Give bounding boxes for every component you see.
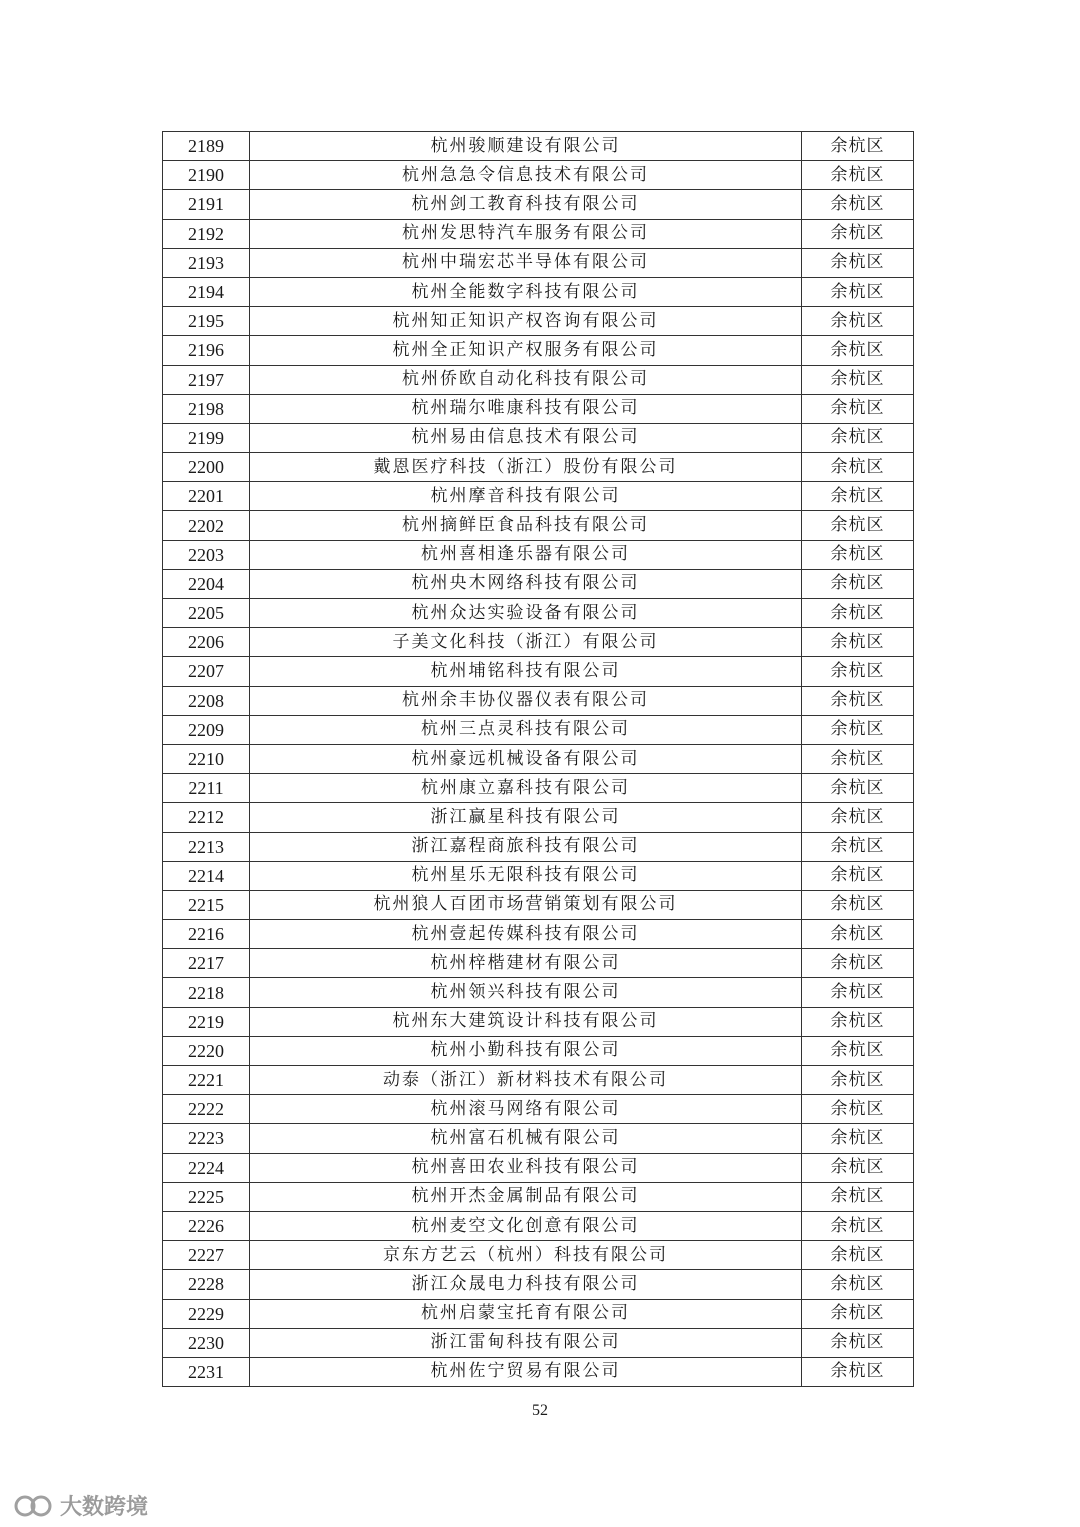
table-row [163, 336, 914, 365]
district: 余杭区 [802, 1095, 914, 1124]
watermark-text: 大数跨境 [60, 1495, 149, 1520]
company-list-table [162, 131, 914, 1387]
company-name: 杭州瑞尔唯康科技有限公司 [250, 394, 802, 423]
company-name: 杭州东大建筑设计科技有限公司 [250, 1007, 802, 1036]
district: 余杭区 [802, 1124, 914, 1153]
row-number: 2207 [163, 657, 250, 686]
table-row [163, 978, 914, 1007]
district: 余杭区 [802, 861, 914, 890]
row-number: 2189 [163, 132, 250, 161]
row-number: 2204 [163, 569, 250, 598]
company-name: 杭州豪远机械设备有限公司 [250, 744, 802, 773]
row-number: 2224 [163, 1153, 250, 1182]
watermark-logo-icon [12, 1493, 54, 1519]
table-row [163, 1328, 914, 1357]
company-name: 浙江众晟电力科技有限公司 [250, 1270, 802, 1299]
table-row [163, 1007, 914, 1036]
district: 余杭区 [802, 190, 914, 219]
district: 余杭区 [802, 161, 914, 190]
table-row [163, 219, 914, 248]
district: 余杭区 [802, 599, 914, 628]
company-name: 杭州急急令信息技术有限公司 [250, 161, 802, 190]
company-name: 杭州壹起传媒科技有限公司 [250, 920, 802, 949]
watermark [12, 1490, 148, 1521]
table-row [163, 1357, 914, 1386]
table-row [163, 1036, 914, 1065]
row-number: 2216 [163, 920, 250, 949]
district: 余杭区 [802, 803, 914, 832]
company-name: 杭州全能数字科技有限公司 [250, 277, 802, 306]
company-name: 杭州佐宁贸易有限公司 [250, 1357, 802, 1386]
company-name: 京东方艺云（杭州）科技有限公司 [250, 1241, 802, 1270]
row-number: 2206 [163, 628, 250, 657]
row-number: 2199 [163, 423, 250, 452]
table-row [163, 861, 914, 890]
table-row [163, 1270, 914, 1299]
district: 余杭区 [802, 1241, 914, 1270]
company-name: 杭州摘鲜臣食品科技有限公司 [250, 511, 802, 540]
row-number: 2201 [163, 482, 250, 511]
row-number: 2210 [163, 744, 250, 773]
table-row [163, 1153, 914, 1182]
row-number: 2215 [163, 890, 250, 919]
table-row [163, 482, 914, 511]
district: 余杭区 [802, 890, 914, 919]
company-name: 杭州发思特汽车服务有限公司 [250, 219, 802, 248]
district: 余杭区 [802, 336, 914, 365]
company-name: 杭州知正知识产权咨询有限公司 [250, 307, 802, 336]
table-body [163, 132, 914, 1387]
company-name: 杭州滚马网络有限公司 [250, 1095, 802, 1124]
table-row [163, 599, 914, 628]
district: 余杭区 [802, 1066, 914, 1095]
company-name: 杭州梓楷建材有限公司 [250, 949, 802, 978]
row-number: 2208 [163, 686, 250, 715]
district: 余杭区 [802, 920, 914, 949]
company-name: 浙江赢星科技有限公司 [250, 803, 802, 832]
row-number: 2213 [163, 832, 250, 861]
company-name: 杭州康立嘉科技有限公司 [250, 774, 802, 803]
table-row [163, 365, 914, 394]
table-row [163, 1211, 914, 1240]
table-row [163, 628, 914, 657]
row-number: 2228 [163, 1270, 250, 1299]
row-number: 2196 [163, 336, 250, 365]
company-name: 杭州侨欧自动化科技有限公司 [250, 365, 802, 394]
table-row [163, 744, 914, 773]
district: 余杭区 [802, 219, 914, 248]
district: 余杭区 [802, 1357, 914, 1386]
company-name: 杭州埔铭科技有限公司 [250, 657, 802, 686]
company-name: 杭州启蒙宝托育有限公司 [250, 1299, 802, 1328]
row-number: 2223 [163, 1124, 250, 1153]
district: 余杭区 [802, 744, 914, 773]
district: 余杭区 [802, 949, 914, 978]
row-number: 2198 [163, 394, 250, 423]
table-row [163, 248, 914, 277]
row-number: 2211 [163, 774, 250, 803]
row-number: 2209 [163, 715, 250, 744]
company-name: 杭州喜相逢乐器有限公司 [250, 540, 802, 569]
district: 余杭区 [802, 307, 914, 336]
company-name: 杭州易由信息技术有限公司 [250, 423, 802, 452]
table-row [163, 540, 914, 569]
row-number: 2195 [163, 307, 250, 336]
table-row [163, 453, 914, 482]
row-number: 2197 [163, 365, 250, 394]
company-name: 杭州星乐无限科技有限公司 [250, 861, 802, 890]
row-number: 2220 [163, 1036, 250, 1065]
district: 余杭区 [802, 1211, 914, 1240]
company-name: 戴恩医疗科技（浙江）股份有限公司 [250, 453, 802, 482]
row-number: 2222 [163, 1095, 250, 1124]
row-number: 2219 [163, 1007, 250, 1036]
district: 余杭区 [802, 686, 914, 715]
district: 余杭区 [802, 482, 914, 511]
district: 余杭区 [802, 540, 914, 569]
district: 余杭区 [802, 1270, 914, 1299]
table-row [163, 715, 914, 744]
district: 余杭区 [802, 423, 914, 452]
district: 余杭区 [802, 569, 914, 598]
company-name: 杭州喜田农业科技有限公司 [250, 1153, 802, 1182]
company-name: 杭州领兴科技有限公司 [250, 978, 802, 1007]
row-number: 2221 [163, 1066, 250, 1095]
row-number: 2229 [163, 1299, 250, 1328]
table-row [163, 1182, 914, 1211]
company-name: 浙江雷甸科技有限公司 [250, 1328, 802, 1357]
table-row [163, 569, 914, 598]
district: 余杭区 [802, 1299, 914, 1328]
table-row [163, 803, 914, 832]
table-row [163, 1066, 914, 1095]
row-number: 2217 [163, 949, 250, 978]
row-number: 2227 [163, 1241, 250, 1270]
table-row [163, 1095, 914, 1124]
company-name: 杭州中瑞宏芯半导体有限公司 [250, 248, 802, 277]
row-number: 2230 [163, 1328, 250, 1357]
table-row [163, 890, 914, 919]
district: 余杭区 [802, 1036, 914, 1065]
company-name: 浙江嘉程商旅科技有限公司 [250, 832, 802, 861]
district: 余杭区 [802, 132, 914, 161]
table-row [163, 190, 914, 219]
company-name: 杭州三点灵科技有限公司 [250, 715, 802, 744]
table-row [163, 949, 914, 978]
district: 余杭区 [802, 511, 914, 540]
district: 余杭区 [802, 657, 914, 686]
district: 余杭区 [802, 1153, 914, 1182]
row-number: 2231 [163, 1357, 250, 1386]
row-number: 2193 [163, 248, 250, 277]
table-row [163, 511, 914, 540]
district: 余杭区 [802, 1182, 914, 1211]
district: 余杭区 [802, 277, 914, 306]
row-number: 2205 [163, 599, 250, 628]
company-name: 杭州剑工教育科技有限公司 [250, 190, 802, 219]
row-number: 2194 [163, 277, 250, 306]
page-number: 52 [532, 1402, 548, 1419]
row-number: 2202 [163, 511, 250, 540]
district: 余杭区 [802, 715, 914, 744]
district: 余杭区 [802, 1328, 914, 1357]
table-row [163, 832, 914, 861]
table-row [163, 394, 914, 423]
district: 余杭区 [802, 453, 914, 482]
company-name: 杭州狼人百团市场营销策划有限公司 [250, 890, 802, 919]
table-row [163, 686, 914, 715]
row-number: 2225 [163, 1182, 250, 1211]
company-name: 杭州富石机械有限公司 [250, 1124, 802, 1153]
table-row [163, 423, 914, 452]
company-name: 杭州央木网络科技有限公司 [250, 569, 802, 598]
district: 余杭区 [802, 832, 914, 861]
row-number: 2203 [163, 540, 250, 569]
table-row [163, 277, 914, 306]
district: 余杭区 [802, 628, 914, 657]
company-name: 杭州全正知识产权服务有限公司 [250, 336, 802, 365]
company-name: 杭州小勤科技有限公司 [250, 1036, 802, 1065]
table-row [163, 1241, 914, 1270]
company-name: 动泰（浙江）新材料技术有限公司 [250, 1066, 802, 1095]
table-row [163, 132, 914, 161]
row-number: 2218 [163, 978, 250, 1007]
row-number: 2190 [163, 161, 250, 190]
district: 余杭区 [802, 248, 914, 277]
table-row [163, 1299, 914, 1328]
table-row [163, 657, 914, 686]
district: 余杭区 [802, 365, 914, 394]
row-number: 2191 [163, 190, 250, 219]
row-number: 2200 [163, 453, 250, 482]
row-number: 2226 [163, 1211, 250, 1240]
table-row [163, 920, 914, 949]
district: 余杭区 [802, 978, 914, 1007]
district: 余杭区 [802, 774, 914, 803]
company-name: 杭州麦空文化创意有限公司 [250, 1211, 802, 1240]
table-row [163, 161, 914, 190]
company-name: 杭州骏顺建设有限公司 [250, 132, 802, 161]
row-number: 2214 [163, 861, 250, 890]
table-row [163, 307, 914, 336]
company-name: 子美文化科技（浙江）有限公司 [250, 628, 802, 657]
company-name: 杭州摩音科技有限公司 [250, 482, 802, 511]
district: 余杭区 [802, 394, 914, 423]
row-number: 2192 [163, 219, 250, 248]
company-name: 杭州众达实验设备有限公司 [250, 599, 802, 628]
table-row [163, 1124, 914, 1153]
district: 余杭区 [802, 1007, 914, 1036]
company-name: 杭州开杰金属制品有限公司 [250, 1182, 802, 1211]
company-name: 杭州余丰协仪器仪表有限公司 [250, 686, 802, 715]
table-row [163, 774, 914, 803]
row-number: 2212 [163, 803, 250, 832]
